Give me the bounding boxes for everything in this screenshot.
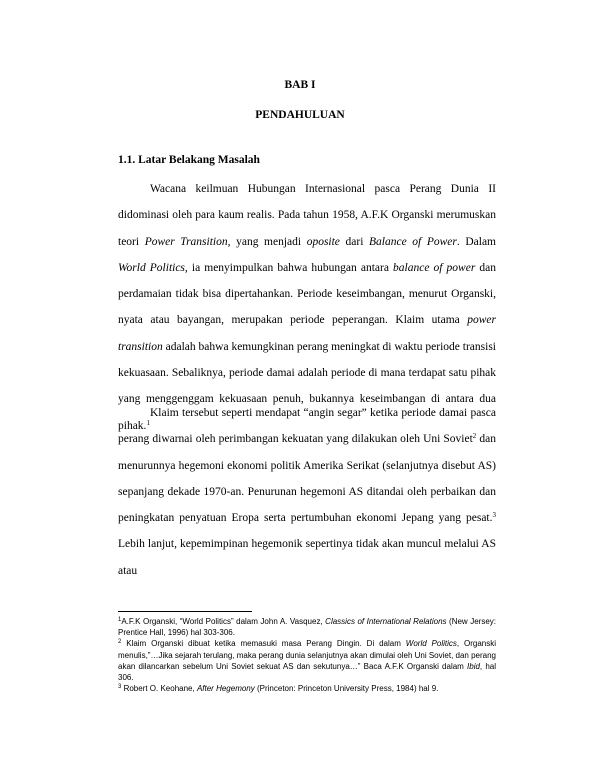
paragraph-1: Wacana keilmuan Hubungan Internasional pasca Perang Dunia II didominasi oleh para kaum realis. Pada tahun 1958, A.F.K Organski merumuskan teori Power Transition, yang menjadi oposite dari Balance of Power. Dalam World Politics, ia menyimpulkan bahwa hubungan antara balance of power dan perdamaian tidak bisa dipertahankan. Periode keseimbangan, menurut Organski, nyata atau bayangan, merupakan periode peperangan. Klaim utama power transition adalah bahwa kemungkinan perang meningkat di waktu periode transisi kekuasaan. Sebaliknya, periode damai adalah periode di mana terdapat satu pihak yang menggenggam kekuasaan penuh, bukannya keseimbangan di antara dua pihak.$^1$ [118,183,497,432]
footnote-ref-2[interactable]: 2 [472,432,477,441]
section-heading: 1.1. Latar Belakang Masalah [118,154,260,166]
chapter-number: BAB I [284,79,316,91]
paragraph-2: Klaim tersebut seperti mendapat “angin segar” ketika periode damai pasca perang diwarnai oleh perimbangan kekuatan yang dilakukan oleh Uni Soviet$^2$ dan menurunnya hegemoni ekonomi politik Amerika Serikat (selanjutnya disebut AS) sepanjang dekade 1970-an. Penurunan hegemoni AS ditandai oleh perbaikan dan peningkatan penyatuan Eropa serta pertumbuhan ekonomi Jepang yang pesat.$^3$ Lebih lanjut, kepemimpinan hegemonik sepertinya tidak akan muncul melalui AS atau [118,407,496,577]
footnote-divider [118,611,252,612]
footnote-2: $^2$ Klaim Organski dibuat ketika memasuki masa Perang Dingin. Di dalam World Politics, Organski menulis,”…Jika sejarah terulang, maka perang dunia selanjutnya akan dimulai oleh Uni Soviet, dan perang akan dilancarkan sebelum Uni Soviet sekuat AS dan sekutunya…” Baca A.F.K Organski dalam Ibid, hal 306. [118,639,497,683]
footnote-ref-3[interactable]: 3 [492,511,496,520]
footnote-ref-1[interactable]: 1 [146,418,150,427]
chapter-title: PENDAHULUAN [255,109,345,121]
footnote-3: $^3$ Robert O. Keohane, After Hegemony (Princeton: Princeton University Press, 1984) hal 9. [118,684,439,694]
footnotes [118,616,496,694]
footnote-1: $^1$A.F.K Organski, “World Politics” dalam John A. Vasquez, Classics of International Relations (New Jersey: Prentice Hall, 1996) hal 303-306. [118,617,496,638]
